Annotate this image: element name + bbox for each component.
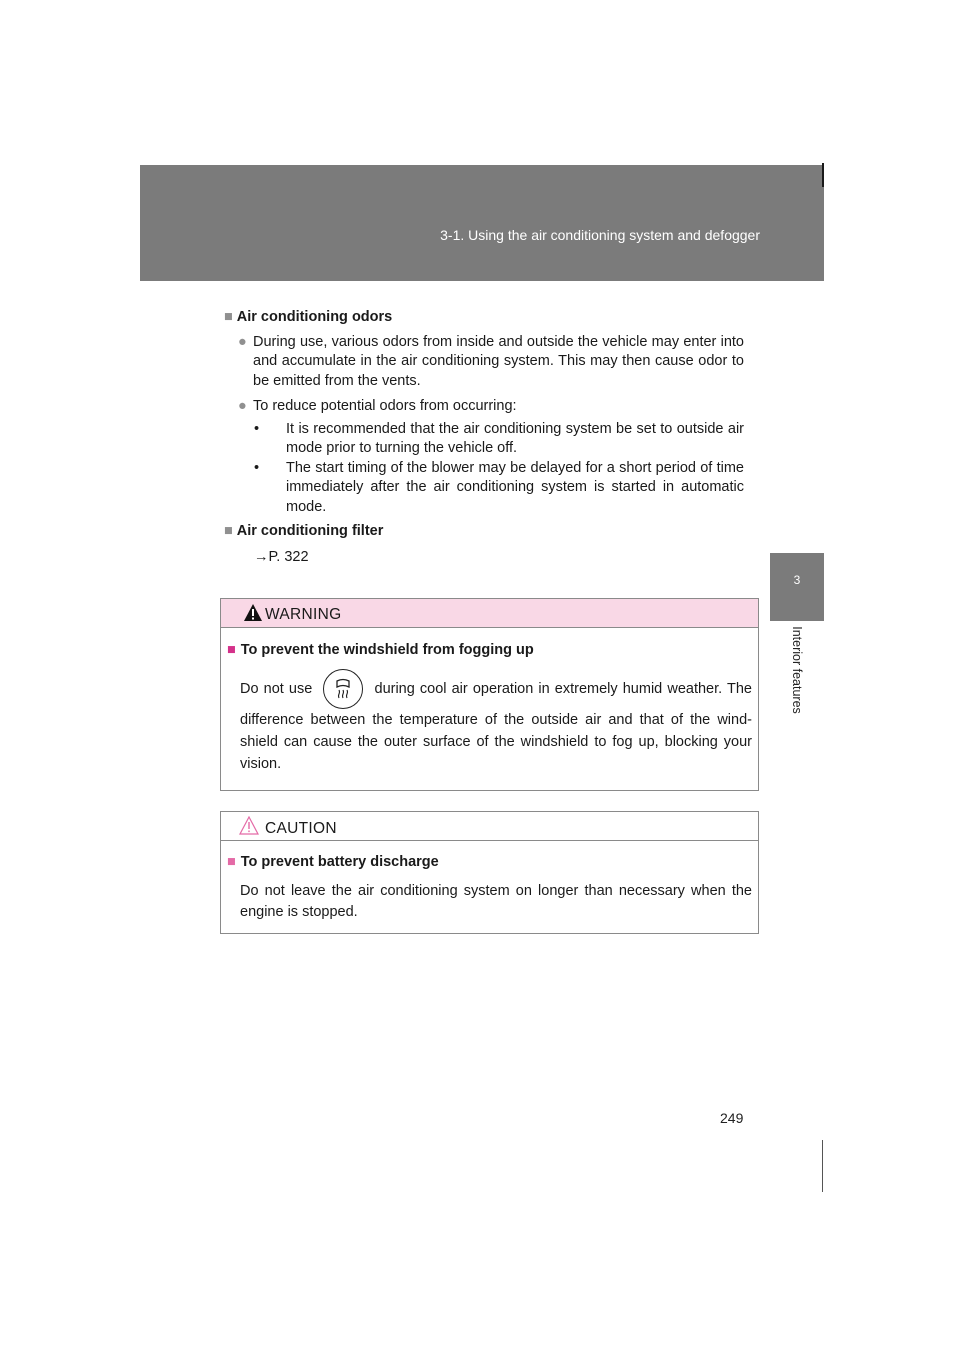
warning-header — [221, 599, 758, 628]
section-heading: ■ Air conditioning filter — [224, 523, 384, 539]
section-title: 3-1. Using the air conditioning system and defogger — [440, 227, 760, 243]
list-item: ● During use, various odors from inside and outside the vehicle may enter into and accumulate in the air conditioning system. This may then cause odor to be emitted from the vents. — [238, 333, 744, 389]
sub-list-item: • It is recommended that the air conditioning system be set to outside air mode prior to turning the vehicle off. — [254, 420, 744, 456]
chapter-tab — [770, 553, 824, 621]
caution-header — [221, 812, 758, 841]
front-defogger-icon — [323, 669, 363, 709]
caution-box — [220, 811, 759, 934]
warning-text: Do not use during cool air operation in extremely humid weather. The difference between the temperature of the outside air and that of the wind-shield can cause the outer surface of the windshield to fog up, blocking your vision. — [227, 669, 752, 775]
list-item: ● To reduce potential odors from occurring: — [238, 398, 517, 414]
sub-list-item: • The start timing of the blower may be delayed for a short period of time immediately after the air conditioning system is started in automatic mode. — [254, 459, 744, 515]
crop-mark-top — [822, 163, 824, 187]
caution-text: Do not leave the air conditioning system on longer than necessary when the engine is stopped. — [240, 883, 752, 920]
warning-box — [220, 598, 759, 791]
warning-label: WARNING — [265, 606, 342, 623]
main-content — [224, 308, 744, 567]
caution-subheading: ■ To prevent battery discharge — [227, 854, 439, 870]
page-reference[interactable]: →P. 322 — [254, 548, 309, 565]
warning-triangle-icon — [243, 603, 263, 622]
chapter-label: Interior features — [790, 626, 804, 714]
chapter-number: 3 — [793, 573, 801, 587]
crop-mark-bottom — [822, 1140, 823, 1192]
warning-subheading: ■ To prevent the windshield from fogging up — [227, 642, 534, 658]
section-heading: ■ Air conditioning odors — [224, 309, 393, 325]
chapter-header-band — [140, 165, 824, 281]
caution-label: CAUTION — [265, 820, 337, 837]
caution-triangle-icon — [239, 816, 259, 835]
page-number: 249 — [720, 1110, 744, 1126]
